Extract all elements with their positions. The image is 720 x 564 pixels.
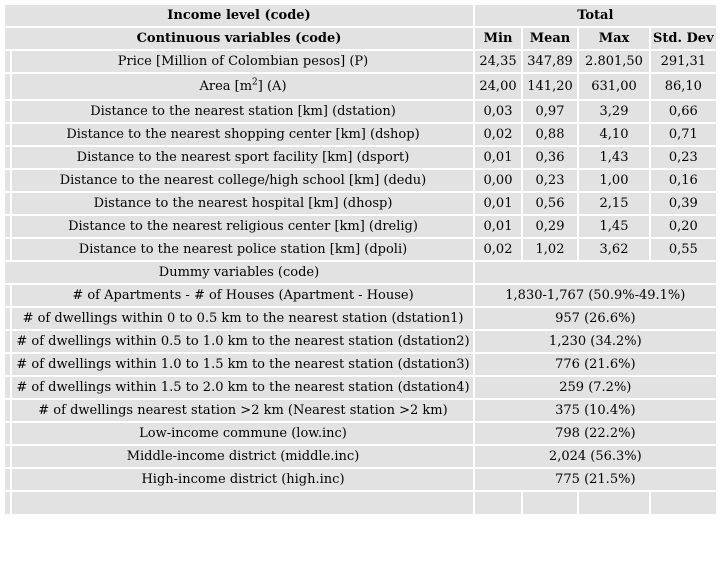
min-value: 0,01 <box>475 147 521 168</box>
row-gutter <box>5 239 10 260</box>
min-value: 0,01 <box>475 216 521 237</box>
dummy-variable-label: # of dwellings within 0 to 0.5 km to the nearest station (dstation1) <box>12 308 473 329</box>
variable-label: Distance to the nearest station [km] (dstation) <box>12 101 473 122</box>
variable-label: Distance to the nearest shopping center [km] (dshop) <box>12 124 473 145</box>
dummy-row <box>5 285 716 306</box>
mean-value: 0,56 <box>523 193 577 214</box>
dummy-count-value: 259 (7.2%) <box>475 377 716 398</box>
area-label-superscript: 2 <box>252 77 258 88</box>
std-value: 0,71 <box>651 124 716 145</box>
row-gutter <box>5 354 10 375</box>
empty-row <box>5 492 716 514</box>
dummy-variable-label: High-income district (high.inc) <box>12 469 473 490</box>
area-label-suffix: ] (A) <box>257 79 287 94</box>
mean-value: 0,29 <box>523 216 577 237</box>
row-gutter <box>5 285 10 306</box>
dummy-row <box>5 354 716 375</box>
empty-cell <box>12 492 473 514</box>
std-value: 0,55 <box>651 239 716 260</box>
empty-cell <box>579 492 649 514</box>
row-gutter <box>5 308 10 329</box>
empty-cell <box>475 492 521 514</box>
max-header: Max <box>579 28 649 49</box>
continuous-row <box>5 193 716 214</box>
max-value: 1,00 <box>579 170 649 191</box>
variable-label: Distance to the nearest police station [km] (dpoli) <box>12 239 473 260</box>
min-value: 0,03 <box>475 101 521 122</box>
min-value: 0,02 <box>475 239 521 260</box>
dummy-variable-label: # of dwellings within 1.5 to 2.0 km to the nearest station (dstation4) <box>12 377 473 398</box>
mean-value: 1,02 <box>523 239 577 260</box>
dummy-count-value: 776 (21.6%) <box>475 354 716 375</box>
dummy-variable-label: # of dwellings nearest station >2 km (Nearest station >2 km) <box>12 400 473 421</box>
max-value: 2.801,50 <box>579 51 649 72</box>
min-value: 0,00 <box>475 170 521 191</box>
variable-label-area <box>12 74 473 99</box>
descriptive-statistics-table <box>3 3 718 516</box>
mean-value: 0,97 <box>523 101 577 122</box>
row-gutter <box>5 51 10 72</box>
std-value: 0,23 <box>651 147 716 168</box>
variable-label: Distance to the nearest religious center [km] (drelig) <box>12 216 473 237</box>
row-gutter <box>5 74 10 99</box>
dummy-count-value: 957 (26.6%) <box>475 308 716 329</box>
dummy-variable-label: # of dwellings within 1.0 to 1.5 km to the nearest station (dstation3) <box>12 354 473 375</box>
max-value: 2,15 <box>579 193 649 214</box>
std-value: 0,16 <box>651 170 716 191</box>
std-value: 0,20 <box>651 216 716 237</box>
min-value: 24,35 <box>475 51 521 72</box>
row-gutter <box>5 147 10 168</box>
dummy-row <box>5 423 716 444</box>
row-gutter <box>5 170 10 191</box>
row-gutter <box>5 492 10 514</box>
total-header: Total <box>475 5 716 26</box>
header-row-continuous <box>5 28 716 49</box>
variable-label: Distance to the nearest hospital [km] (dhosp) <box>12 193 473 214</box>
min-value: 0,02 <box>475 124 521 145</box>
continuous-row <box>5 239 716 260</box>
row-gutter <box>5 331 10 352</box>
continuous-row <box>5 51 716 72</box>
continuous-row <box>5 147 716 168</box>
dummy-variable-label: # of dwellings within 0.5 to 1.0 km to the nearest station (dstation2) <box>12 331 473 352</box>
min-header: Min <box>475 28 521 49</box>
std-value: 291,31 <box>651 51 716 72</box>
dummy-row <box>5 331 716 352</box>
dummy-row <box>5 377 716 398</box>
dummy-variables-header: Dummy variables (code) <box>5 262 473 283</box>
dummy-header-row <box>5 262 716 283</box>
continuous-row <box>5 170 716 191</box>
max-value: 1,43 <box>579 147 649 168</box>
dummy-header-total-blank <box>475 262 716 283</box>
std-dev-header: Std. Dev <box>651 28 716 49</box>
mean-header: Mean <box>523 28 577 49</box>
statistics-table-container <box>3 3 718 516</box>
dummy-row <box>5 469 716 490</box>
dummy-row <box>5 308 716 329</box>
max-value: 3,29 <box>579 101 649 122</box>
max-value: 3,62 <box>579 239 649 260</box>
min-value: 24,00 <box>475 74 521 99</box>
mean-value: 0,88 <box>523 124 577 145</box>
dummy-variable-label: Low-income commune (low.inc) <box>12 423 473 444</box>
dummy-count-value: 798 (22.2%) <box>475 423 716 444</box>
row-gutter <box>5 101 10 122</box>
income-level-header: Income level (code) <box>5 5 473 26</box>
std-value: 0,66 <box>651 101 716 122</box>
variable-label: Distance to the nearest college/high school [km] (dedu) <box>12 170 473 191</box>
continuous-variables-header: Continuous variables (code) <box>5 28 473 49</box>
row-gutter <box>5 446 10 467</box>
std-value: 0,39 <box>651 193 716 214</box>
header-row-income <box>5 5 716 26</box>
dummy-row <box>5 400 716 421</box>
empty-cell <box>523 492 577 514</box>
row-gutter <box>5 377 10 398</box>
continuous-row <box>5 101 716 122</box>
max-value: 4,10 <box>579 124 649 145</box>
variable-label: Distance to the nearest sport facility [km] (dsport) <box>12 147 473 168</box>
continuous-row <box>5 216 716 237</box>
mean-value: 0,23 <box>523 170 577 191</box>
std-value: 86,10 <box>651 74 716 99</box>
mean-value: 141,20 <box>523 74 577 99</box>
row-gutter <box>5 124 10 145</box>
row-gutter <box>5 193 10 214</box>
dummy-row <box>5 446 716 467</box>
dummy-count-value: 2,024 (56.3%) <box>475 446 716 467</box>
dummy-variable-label: Middle-income district (middle.inc) <box>12 446 473 467</box>
row-gutter <box>5 423 10 444</box>
empty-cell <box>651 492 716 514</box>
max-value: 1,45 <box>579 216 649 237</box>
dummy-count-value: 375 (10.4%) <box>475 400 716 421</box>
mean-value: 347,89 <box>523 51 577 72</box>
row-gutter <box>5 216 10 237</box>
row-gutter <box>5 400 10 421</box>
mean-value: 0,36 <box>523 147 577 168</box>
dummy-count-value: 1,830-1,767 (50.9%-49.1%) <box>475 285 716 306</box>
area-label-prefix: Area [m <box>199 79 253 94</box>
dummy-count-value: 1,230 (34.2%) <box>475 331 716 352</box>
max-value: 631,00 <box>579 74 649 99</box>
dummy-count-value: 775 (21.5%) <box>475 469 716 490</box>
dummy-variable-label: # of Apartments - # of Houses (Apartment - House) <box>12 285 473 306</box>
row-gutter <box>5 469 10 490</box>
continuous-row <box>5 124 716 145</box>
min-value: 0,01 <box>475 193 521 214</box>
continuous-row-area <box>5 74 716 99</box>
variable-label: Price [Million of Colombian pesos] (P) <box>12 51 473 72</box>
